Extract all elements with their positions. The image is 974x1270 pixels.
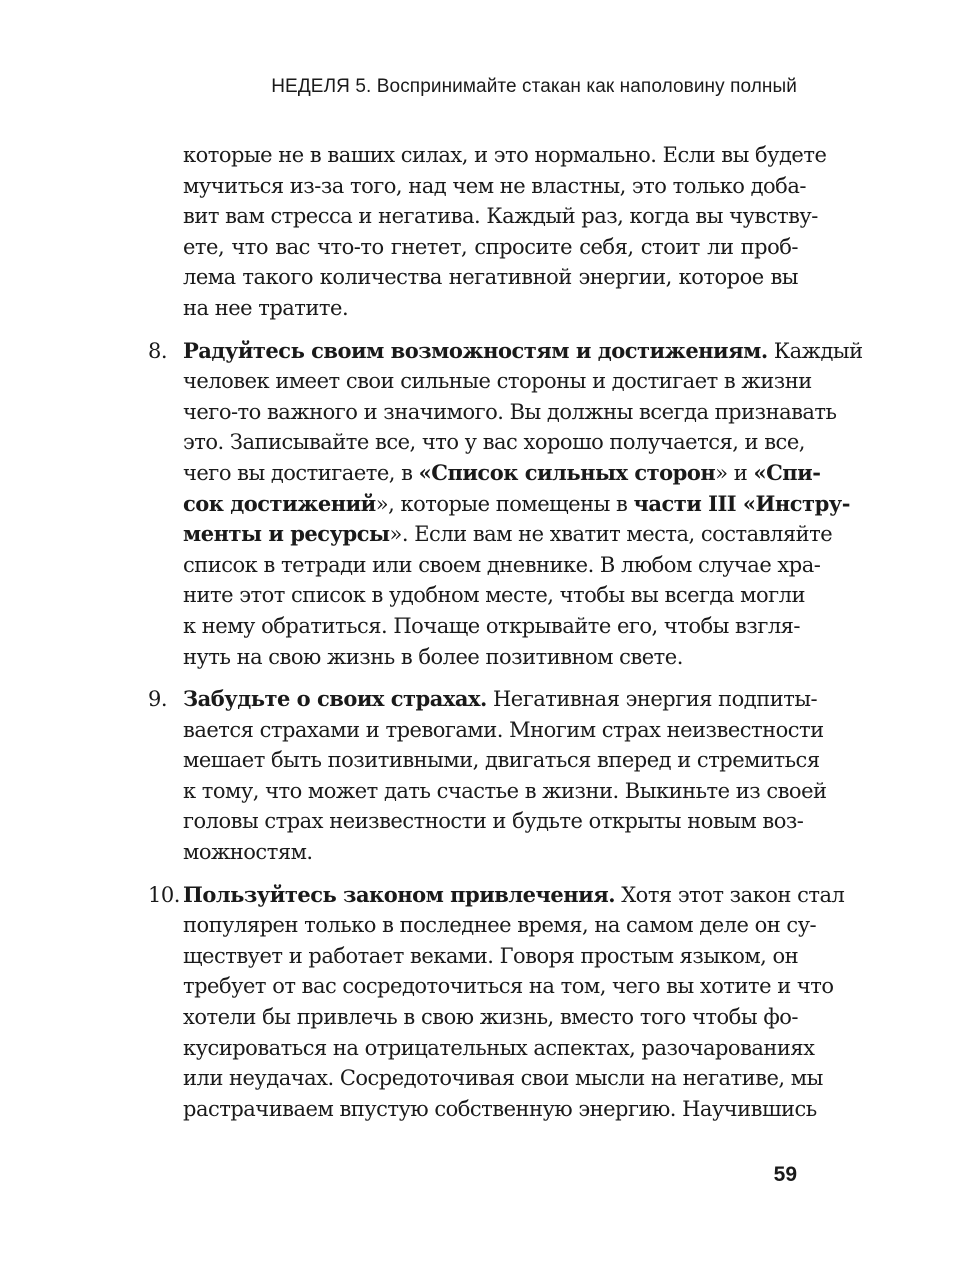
page-number: 59	[773, 1163, 797, 1186]
list-item-9	[148, 684, 827, 868]
text-line: сок достижений», которые помещены в части III «Инстру-	[183, 490, 850, 516]
text-line: кусироваться на отрицательных аспектах, разочарованиях	[183, 1035, 815, 1060]
text-line: вит вам стресса и негатива. Каждый раз, когда вы чувству-	[183, 204, 818, 229]
text-line: это. Записывайте все, что у вас хорошо получается, и все,	[183, 430, 805, 455]
running-head: НЕДЕЛЯ 5. Воспринимайте стакан как наполовину полный	[271, 76, 797, 97]
text-line: можностям.	[183, 840, 313, 865]
text-line: 9. Забудьте о своих страхах. Негативная энергия подпиты-	[148, 684, 798, 715]
text-line: список в тетради или своем дневнике. В любом случае хра-	[183, 552, 821, 577]
continuation-paragraph	[148, 140, 827, 324]
body-text	[148, 140, 863, 1124]
text-line: к нему обратиться. Почаще открывайте его, чтобы взгля-	[183, 613, 801, 638]
list-item-10	[148, 880, 845, 1125]
text-line: к тому, что может дать счастье в жизни. Выкиньте из своей	[183, 778, 827, 803]
text-line: человек имеет свои сильные стороны и достигает в жизни	[183, 369, 812, 394]
item-title: Радуйтесь своим возможностям и достижениям.	[183, 337, 768, 363]
item-number: 9.	[148, 687, 168, 712]
text-line: 8. Радуйтесь своим возможностям и достижениям. Каждый	[148, 336, 798, 367]
text-line: мешает быть позитивными, двигаться вперед и стремиться	[183, 748, 820, 773]
text-line: хотели бы привлечь в свою жизнь, вместо того чтобы фо-	[183, 1005, 798, 1030]
text-line: ете, что вас что-то гнетет, спросите себя, стоит ли проб-	[183, 234, 798, 259]
item-number: 10.	[148, 882, 180, 907]
list-item-8	[148, 336, 863, 673]
text-line: популярен только в последнее время, на самом деле он су-	[183, 913, 817, 938]
text-line: ните этот список в удобном месте, чтобы вы всегда могли	[183, 583, 805, 608]
text-line: или неудачах. Сосредоточивая свои мысли на негативе, мы	[183, 1066, 823, 1091]
text-line: нуть на свою жизнь в более позитивном свете.	[183, 644, 683, 669]
text-line: ществует и работает веками. Говоря простым языком, он	[183, 943, 799, 968]
text-line: требует от вас сосредоточиться на том, чего вы хотите и что	[183, 974, 834, 999]
item-title: Пользуйтесь законом привлечения.	[183, 881, 616, 907]
text-line: вается страхами и тревогами. Многим страх неизвестности	[183, 717, 824, 742]
text-line: на нее тратите.	[183, 295, 349, 320]
text-line: чего вы достигаете, в «Список сильных сторон» и «Спи-	[183, 459, 821, 485]
text-line: которые не в ваших силах, и это нормально. Если вы будете	[183, 143, 827, 167]
text-line: 10. Пользуйтесь законом привлечения. Хотя этот закон стал	[148, 880, 798, 911]
text-line: мучиться из-за того, над чем не властны, это только доба-	[183, 173, 806, 198]
text-line: менты и ресурсы». Если вам не хватит места, составляйте	[183, 521, 833, 547]
item-title: Забудьте о своих страхах.	[183, 686, 487, 712]
text-line: чего-то важного и значимого. Вы должны всегда признавать	[183, 399, 837, 424]
text-line: растрачиваем впустую собственную энергию. Научившись	[183, 1096, 817, 1121]
text-line: лема такого количества негативной энергии, которое вы	[183, 265, 798, 290]
text-line: головы страх неизвестности и будьте открыты новым воз-	[183, 809, 804, 834]
item-number: 8.	[148, 338, 168, 363]
